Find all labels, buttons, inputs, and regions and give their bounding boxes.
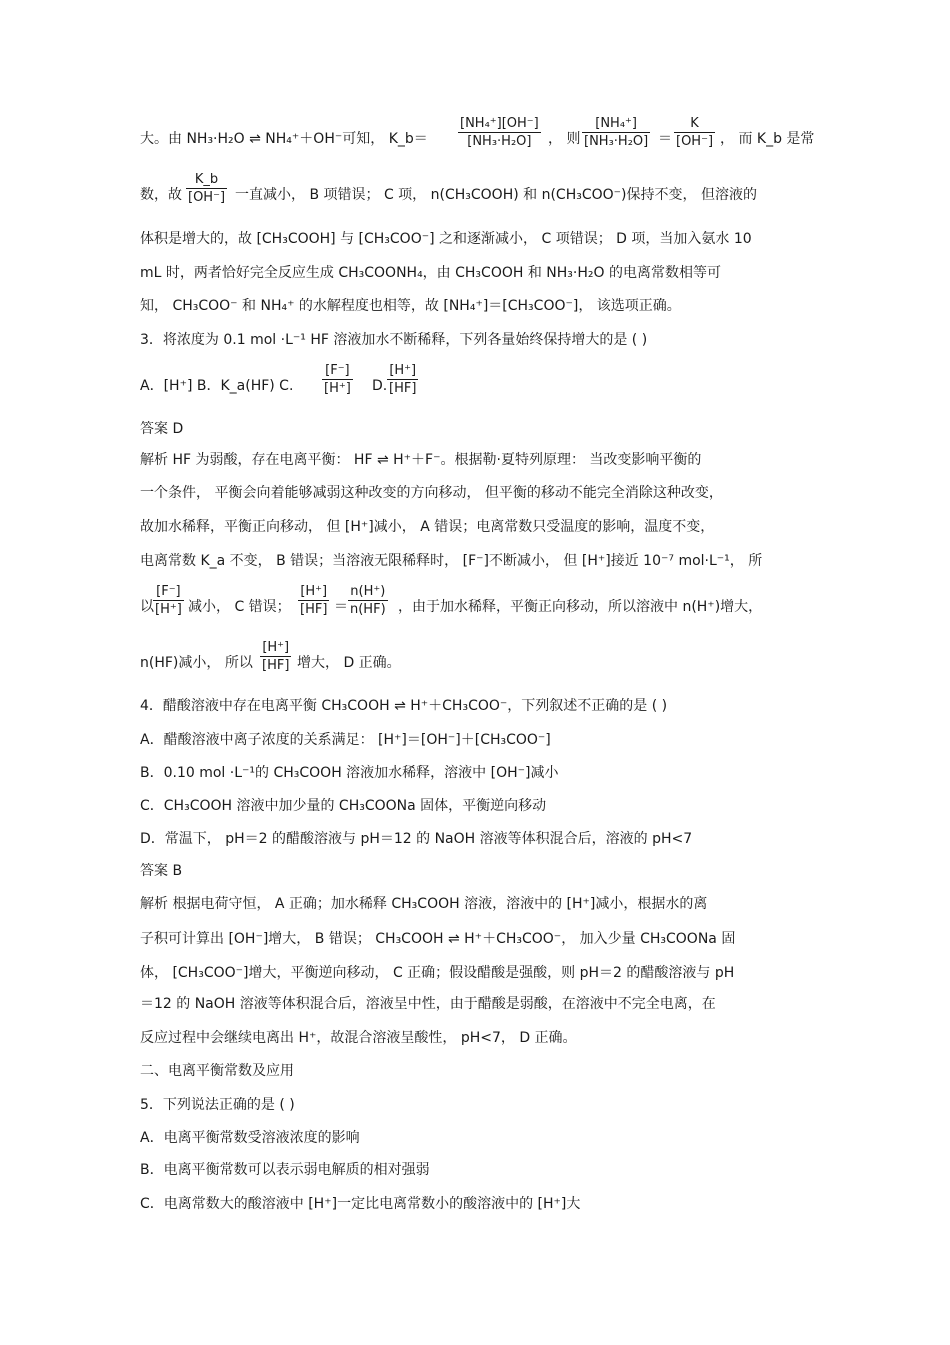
numerator: K_b bbox=[186, 172, 227, 189]
options-line: A．[H⁺] B．K_a(HF) C. bbox=[140, 378, 294, 394]
text-line: 子积可计算出 [OH⁻]增大， B 错误； CH₃COOH ⇌ H⁺＋CH₃COO⁻， 加入少量 CH₃COONa 固 bbox=[140, 931, 736, 947]
denominator: [H⁺] bbox=[324, 381, 351, 396]
text-line: 一直减小， B 项错误； C 项， n(CH₃COOH) 和 n(CH₃COO⁻)保持不变， 但溶液的 bbox=[235, 187, 757, 203]
text: n(HF)减小， 所以 bbox=[140, 655, 253, 671]
text-line: 解析 根据电荷守恒， A 正确；加水稀释 CH₃COOH 溶液，溶液中的 [H⁺]减小，根据水的离 bbox=[140, 896, 708, 912]
fraction bbox=[582, 116, 650, 149]
denominator: [NH₃·H₂O] bbox=[467, 134, 532, 149]
text-line: 一个条件， 平衡会向着能够减弱这种改变的方向移动， 但平衡的移动不能完全消除这种改变， bbox=[140, 485, 723, 501]
text-line: 解析 HF 为弱酸，存在电离平衡： HF ⇌ H⁺＋F⁻。根据勒·夏特列原理： 当改变影响平衡的 bbox=[140, 452, 702, 468]
fraction bbox=[387, 363, 418, 396]
denominator: [HF] bbox=[262, 658, 290, 673]
text: ＝ bbox=[334, 599, 348, 615]
numerator: [NH₄⁺][OH⁻] bbox=[460, 116, 539, 131]
text: 减小， C 错误； bbox=[188, 599, 291, 615]
answer-label: 答案 B bbox=[140, 863, 183, 879]
text-line: ， 则 bbox=[548, 131, 581, 147]
question-4: 4．醋酸溶液中存在电离平衡 CH₃COOH ⇌ H⁺＋CH₃COO⁻，下列叙述不正确的是 ( ) bbox=[140, 698, 668, 714]
answer-label: 答案 D bbox=[140, 421, 184, 437]
denominator: [HF] bbox=[389, 381, 417, 396]
numerator: n(H⁺) bbox=[348, 584, 388, 601]
text-line: 电离常数 K_a 不变， B 错误；当溶液无限稀释时， [F⁻]不断减小， 但 [H⁺]接近 10⁻⁷ mol·L⁻¹， 所 bbox=[140, 553, 763, 569]
numerator: [NH₄⁺] bbox=[582, 116, 650, 133]
text-line: 反应过程中会继续电离出 H⁺，故混合溶液呈酸性， pH<7， D 正确。 bbox=[140, 1030, 577, 1046]
denominator: [H⁺] bbox=[155, 602, 182, 617]
option-a: A．醋酸溶液中离子浓度的关系满足： [H⁺]＝[OH⁻]＋[CH₃COO⁻] bbox=[140, 732, 551, 748]
fraction bbox=[458, 116, 541, 149]
fraction bbox=[348, 584, 388, 617]
text-line: ＝ bbox=[658, 131, 672, 147]
text-line: ， 而 K_b 是常 bbox=[720, 131, 815, 147]
question-5: 5．下列说法正确的是 ( ) bbox=[140, 1097, 295, 1113]
text-line: ＝12 的 NaOH 溶液等体积混合后，溶液呈中性，由于醋酸是弱酸，在溶液中不完全电离，在 bbox=[140, 996, 716, 1012]
numerator: [F⁻] bbox=[322, 363, 353, 380]
text-line: mL 时，两者恰好完全反应生成 CH₃COONH₄，由 CH₃COOH 和 NH₃·H₂O 的电离常数相等可 bbox=[140, 265, 721, 281]
text-line: 知， CH₃COO⁻ 和 NH₄⁺ 的水解程度也相等，故 [NH₄⁺]＝[CH₃COO⁻]， 该选项正确。 bbox=[140, 298, 681, 314]
text-line: 数，故 bbox=[140, 187, 182, 203]
text-line: 故加水稀释，平衡正向移动， 但 [H⁺]减小， A 错误；电离常数只受温度的影响，温度不变， bbox=[140, 519, 715, 535]
text: 以 bbox=[140, 599, 154, 615]
fraction bbox=[153, 584, 184, 617]
fraction bbox=[186, 172, 227, 205]
option-d: D．常温下， pH＝2 的醋酸溶液与 pH＝12 的 NaOH 溶液等体积混合后，溶液的 pH<7 bbox=[140, 831, 693, 847]
fraction bbox=[298, 584, 329, 617]
denominator: [NH₃·H₂O] bbox=[584, 134, 649, 149]
option-a: A．电离平衡常数受溶液浓度的影响 bbox=[140, 1130, 360, 1146]
text: D. bbox=[372, 378, 388, 394]
option-b: B．0.10 mol ·L⁻¹的 CH₃COOH 溶液加水稀释，溶液中 [OH⁻]减小 bbox=[140, 765, 559, 781]
denominator: n(HF) bbox=[350, 602, 386, 617]
denominator: [OH⁻] bbox=[676, 134, 714, 149]
option-b: B．电离平衡常数可以表示弱电解质的相对强弱 bbox=[140, 1162, 430, 1178]
numerator: K bbox=[674, 116, 715, 133]
fraction bbox=[322, 363, 353, 396]
option-c: C．电离常数大的酸溶液中 [H⁺]一定比电离常数小的酸溶液中的 [H⁺]大 bbox=[140, 1196, 581, 1212]
text-line: 大。由 NH₃·H₂O ⇌ NH₄⁺＋OH⁻可知， K_b＝ bbox=[140, 131, 428, 147]
text-line: 体， [CH₃COO⁻]增大，平衡逆向移动， C 正确；假设醋酸是强酸，则 pH＝2 的醋酸溶液与 pH bbox=[140, 965, 735, 981]
fraction bbox=[260, 640, 291, 673]
text-line: 体积是增大的，故 [CH₃COOH] 与 [CH₃COO⁻] 之和逐渐减小， C 项错误； D 项，当加入氨水 10 bbox=[140, 231, 752, 247]
question-3: 3．将浓度为 0.1 mol ·L⁻¹ HF 溶液加水不断稀释，下列各量始终保持增大的是 ( ) bbox=[140, 332, 648, 348]
numerator: [H⁺] bbox=[260, 640, 291, 657]
numerator: [H⁺] bbox=[298, 584, 329, 601]
denominator: [HF] bbox=[300, 602, 328, 617]
section-heading: 二、电离平衡常数及应用 bbox=[140, 1063, 294, 1079]
numerator: [F⁻] bbox=[153, 584, 184, 601]
fraction bbox=[674, 116, 715, 149]
denominator: [OH⁻] bbox=[188, 190, 226, 205]
text: 增大， D 正确。 bbox=[297, 655, 401, 671]
text: ，由于加水稀释，平衡正向移动，所以溶液中 n(H⁺)增大， bbox=[398, 599, 763, 615]
option-c: C．CH₃COOH 溶液中加少量的 CH₃COONa 固体，平衡逆向移动 bbox=[140, 798, 547, 814]
numerator: [H⁺] bbox=[387, 363, 418, 380]
